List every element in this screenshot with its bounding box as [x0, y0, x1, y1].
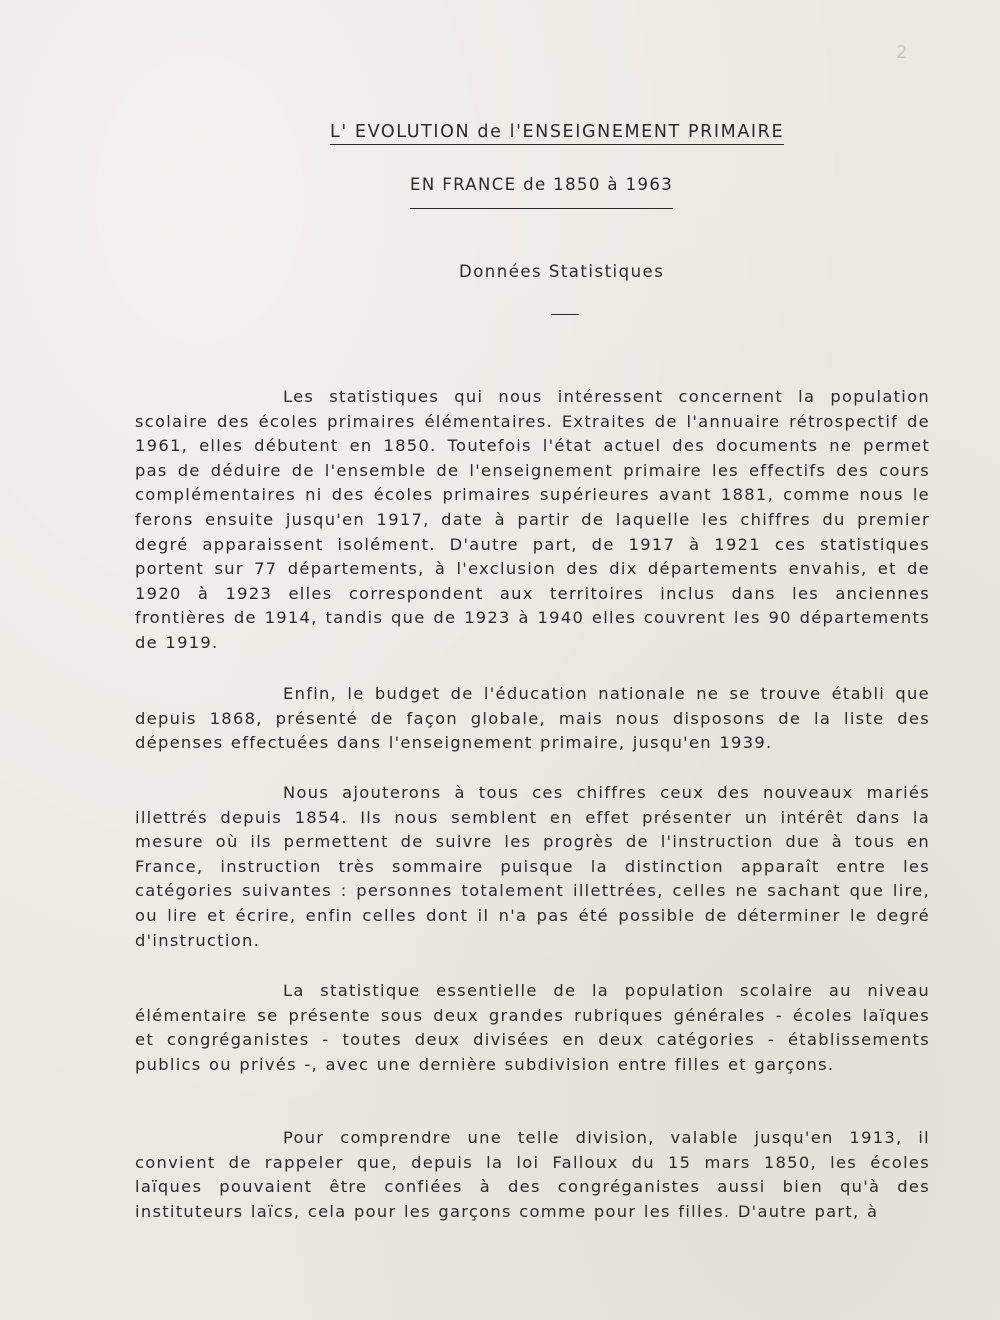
body-paragraph: Nous ajouterons à tous ces chiffres ceux des nouveaux mariés illettrés depuis 1854. Ils nous semblent en effet présenter un intérêt dans la mesure où ils permettent de suivre les progrès de l'instruction due à tous en France, instruction très sommaire puisque la distinction apparaît entre les catégories suivantes : personnes totalement illettrées, celles ne sachant que lire, ou lire et écrire, enfin celles dont il n'a pas été possible de déterminer le degré d'instruction.	[135, 783, 930, 950]
body-paragraph: Enfin, le budget de l'éducation nationale ne se trouve établi que depuis 1868, présenté de façon globale, mais nous disposons de la liste des dépenses effectuées dans l'enseignement primaire, jusqu'en 1939.	[135, 684, 930, 753]
body-paragraph: Pour comprendre une telle division, valable jusqu'en 1913, il convient de rappeler que, depuis la loi Falloux du 15 mars 1850, les écoles laïques pouvaient être confiées à des congréganistes aussi bien qu'à des instituteurs laïcs, cela pour les garçons comme pour les filles. D'autre part, à	[135, 1128, 930, 1221]
section-heading: Données Statistiques	[459, 262, 665, 281]
page-number: 2	[896, 42, 909, 63]
document-title: L' EVOLUTION de l'ENSEIGNEMENT PRIMAIRE	[330, 122, 784, 145]
document-subtitle: EN FRANCE de 1850 à 1963	[410, 175, 673, 209]
heading-divider	[551, 314, 579, 315]
body-paragraph: La statistique essentielle de la population scolaire au niveau élémentaire se présente sous deux grandes rubriques générales - écoles laïques et congréganistes - toutes deux divisées en deux catégories - établissements publics ou privés -, avec une dernière subdivision entre filles et garçons.	[135, 981, 930, 1074]
body-paragraph: Les statistiques qui nous intéressent concernent la population scolaire des écoles primaires élémentaires. Extraites de l'annuaire rétrospectif de 1961, elles débutent en 1850. Toutefois l'état actuel des documents ne permet pas de déduire de l'ensemble de l'enseignement primaire les effectifs des cours complémentaires ni des écoles primaires supérieures avant 1881, comme nous le ferons ensuite jusqu'en 1917, date à partir de laquelle les chiffres du premier degré apparaissent isolément. D'autre part, de 1917 à 1921 ces statistiques portent sur 77 départements, à l'exclusion des dix départements envahis, et de 1920 à 1923 elles correspondent aux territoires inclus dans les anciennes frontières de 1914, tandis que de 1923 à 1940 elles couvrent les 90 départements de 1919.	[135, 387, 930, 652]
